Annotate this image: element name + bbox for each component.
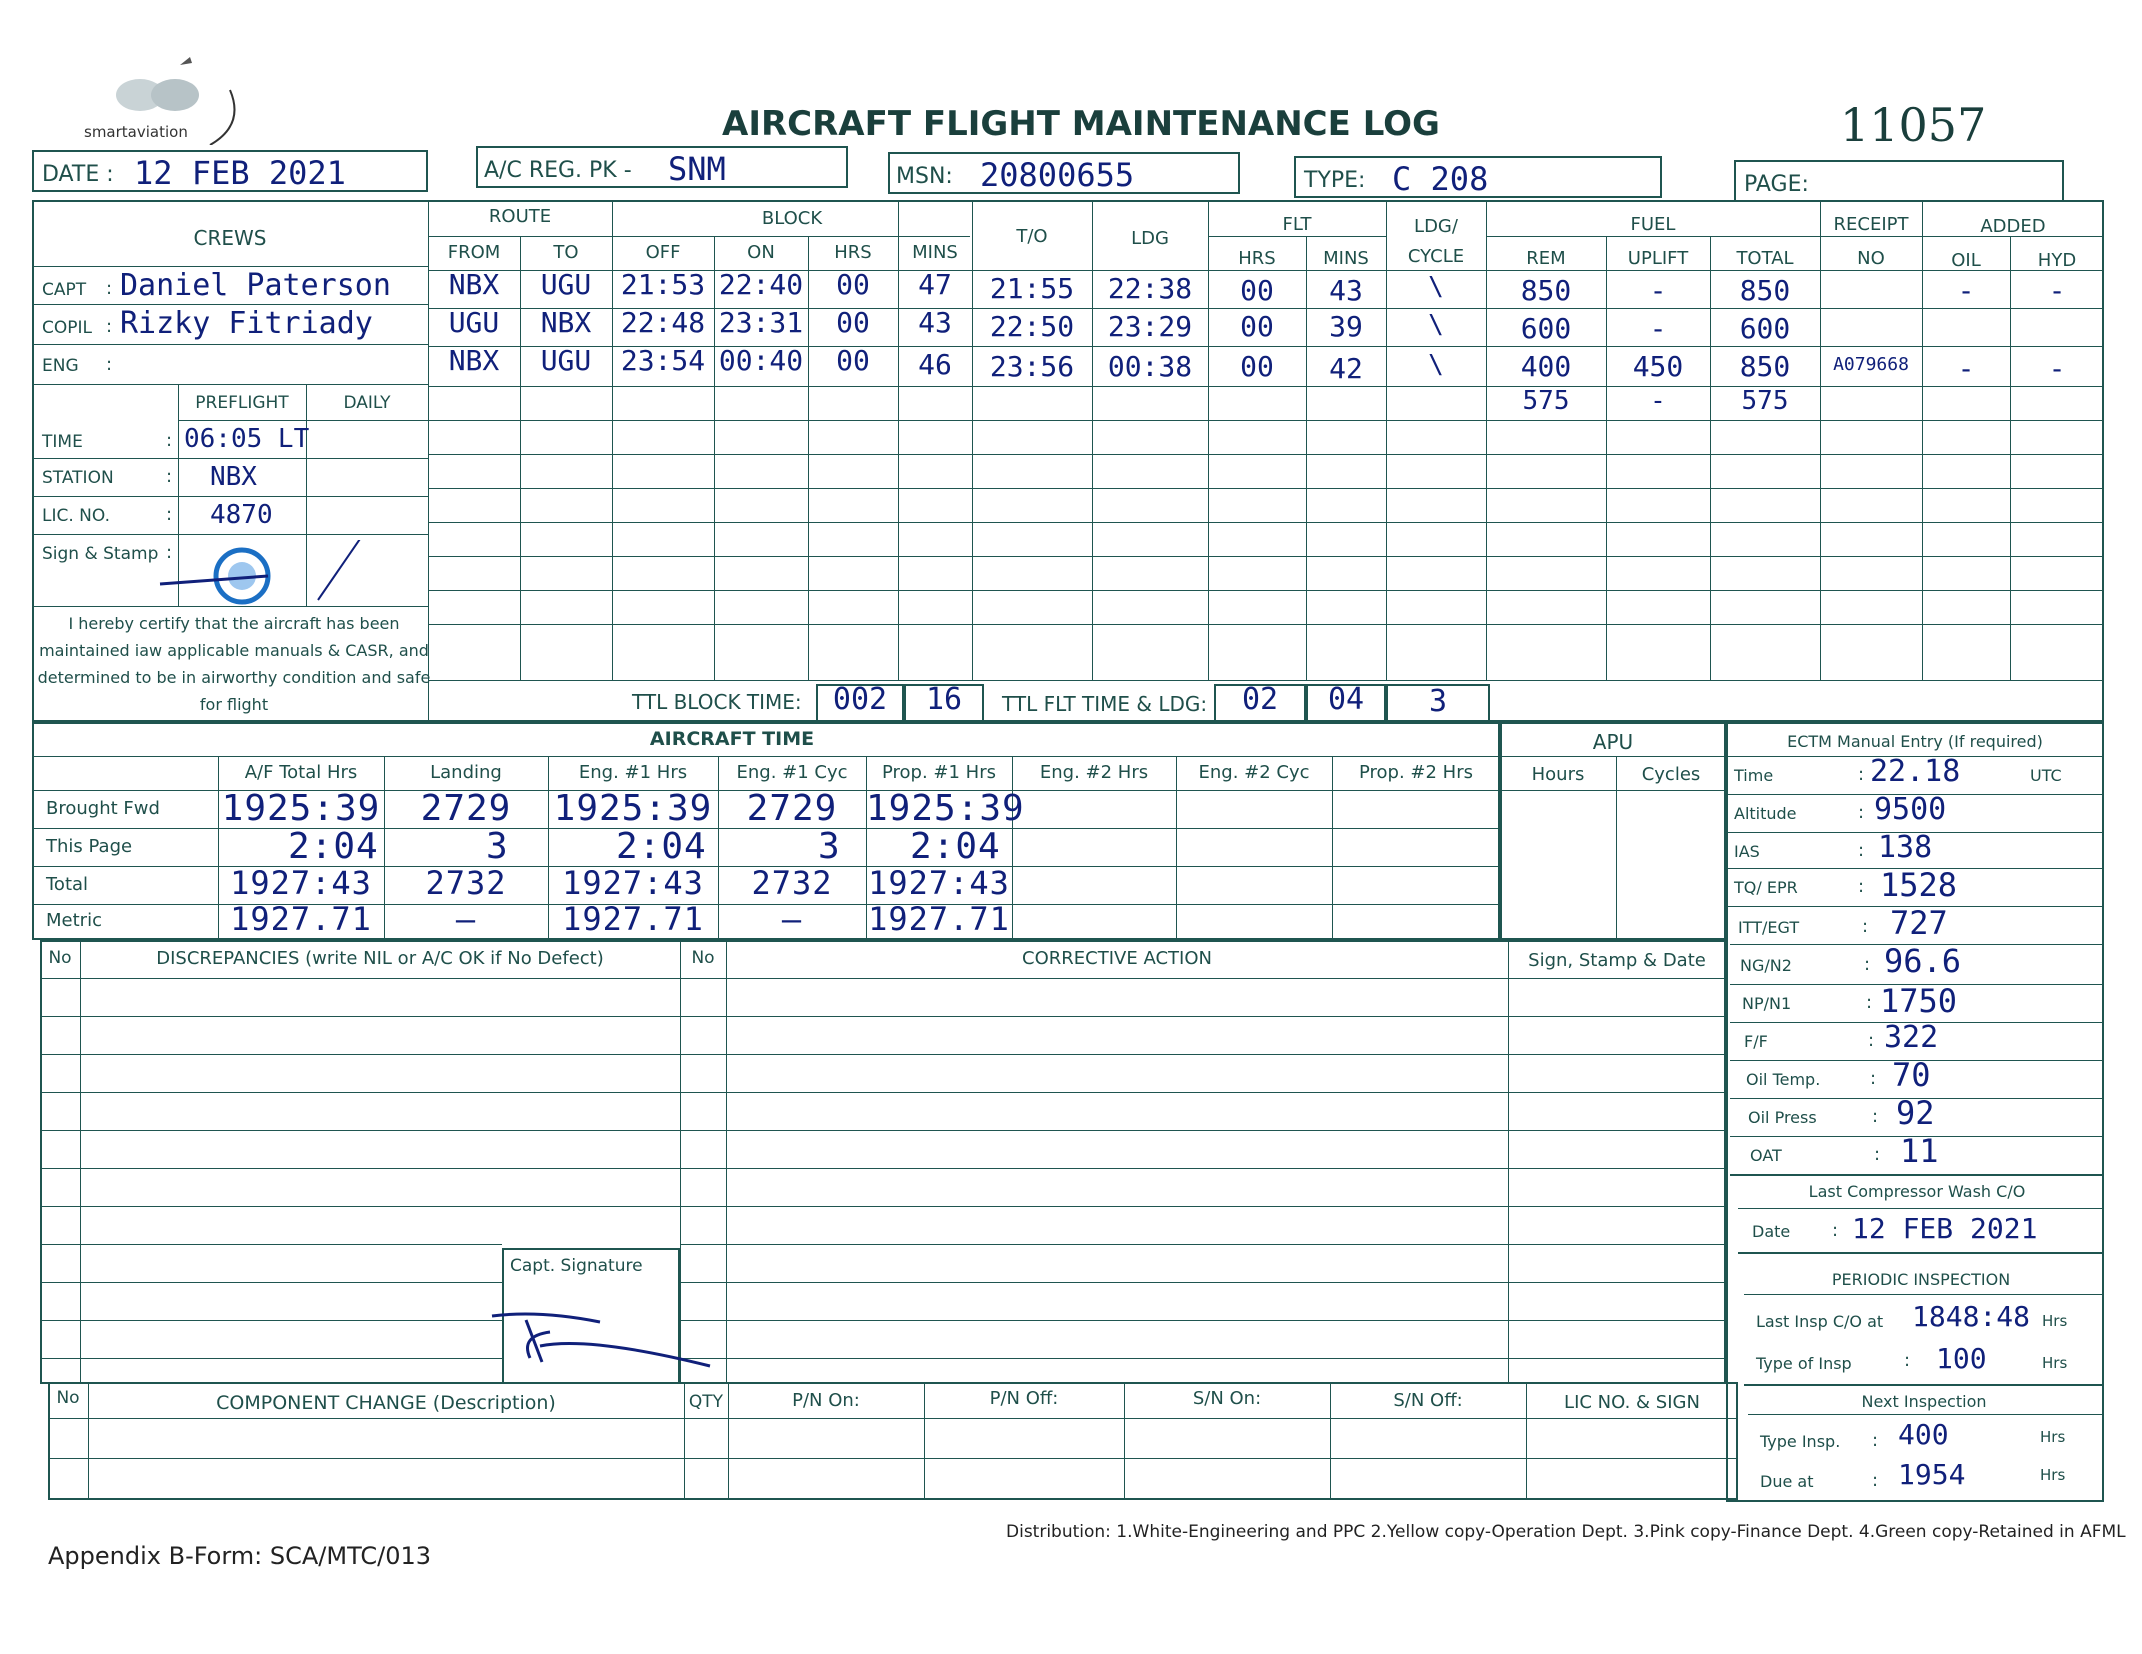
corrective-no-header: No [691, 948, 715, 968]
daily-header: DAILY [343, 393, 391, 413]
block-header: BLOCK [761, 208, 823, 229]
last-insp-value: 1848:48 [1912, 1300, 2031, 1333]
hyd-header: HYD [2037, 250, 2077, 271]
compressor-date-label: Date [1752, 1222, 1791, 1241]
component-description-header: COMPONENT CHANGE (Description) [216, 1392, 556, 1414]
ttl-block-label: TTL BLOCK TIME: [632, 690, 802, 714]
at-col-header: Prop. #1 Hrs [882, 762, 996, 783]
pn-on-header: P/N On: [792, 1390, 860, 1411]
appendix-label: Appendix B-Form: SCA/MTC/013 [48, 1542, 432, 1570]
apu-section [1500, 722, 1726, 940]
preflight-lic-value: 4870 [210, 500, 273, 530]
next-type-value: 400 [1898, 1418, 1949, 1451]
discrepancy-no-header: No [48, 948, 72, 968]
fuel-total-header: TOTAL [1736, 248, 1794, 269]
preflight-lic-label: LIC. NO. [42, 506, 110, 526]
flt-mins-header: MINS [1323, 248, 1369, 269]
ttl-ldg: 3 [1428, 684, 1448, 719]
crew-role-eng: ENG [42, 356, 79, 376]
crew-role-copil: COPIL [42, 318, 92, 338]
preflight-sign-label: Sign & Stamp [42, 544, 159, 564]
ttl-block-hrs: 002 [832, 682, 888, 717]
ttl-block-mins: 16 [925, 682, 963, 717]
crew-name-copil: Rizky Fitriady [120, 306, 373, 341]
mins-header: MINS [912, 242, 958, 263]
ectm-title: ECTM Manual Entry (If required) [1787, 732, 2043, 751]
ttl-flt-label: TTL FLT TIME & LDG: [1002, 692, 1208, 716]
ldg-cycle-header: LDG/ CYCLE [1407, 216, 1465, 267]
hrs-header: HRS [834, 242, 872, 263]
date-value: 12 FEB 2021 [134, 154, 346, 192]
discrepancy-header: DISCREPANCIES (write NIL or A/C OK if No Defect) [156, 948, 604, 969]
component-no-header: No [56, 1388, 80, 1408]
compressor-date-value: 12 FEB 2021 [1852, 1212, 2038, 1245]
preflight-header: PREFLIGHT [195, 393, 289, 413]
preflight-time-value: 06:05 LT [184, 424, 310, 454]
captain-signature-icon [480, 1296, 720, 1376]
apu-hours-header: Hours [1531, 764, 1585, 785]
msn-value: 20800655 [980, 156, 1135, 194]
due-at-label: Due at [1760, 1472, 1814, 1491]
periodic-inspection-title: PERIODIC INSPECTION [1831, 1270, 2011, 1289]
preflight-station-label: STATION [42, 468, 114, 488]
type-insp-label: Type of Insp [1756, 1354, 1852, 1373]
crew-name-capt: Daniel Paterson [120, 268, 391, 303]
sn-off-header: S/N Off: [1393, 1390, 1463, 1411]
ttl-flt-mins: 04 [1327, 682, 1365, 717]
next-type-label: Type Insp. [1760, 1432, 1841, 1451]
msn-field[interactable]: MSN: 20800655 [888, 152, 1240, 194]
crews-header: CREWS [193, 226, 267, 250]
at-col-header: Prop. #2 Hrs [1359, 762, 1473, 783]
uplift-header: UPLIFT [1627, 248, 1689, 269]
form-number: 11057 [1840, 98, 1987, 152]
flt-header: FLT [1282, 214, 1312, 235]
type-field[interactable]: TYPE: C 208 [1294, 156, 1662, 198]
at-col-header: Landing [430, 762, 502, 783]
from-header: FROM [447, 242, 501, 263]
distribution-note: Distribution: 1.White-Engineering and PPC 2.Yellow copy-Operation Dept. 3.Pink copy-Finance Dept. 4.Green copy-Retained in AFML [1006, 1522, 2126, 1542]
page-field[interactable]: PAGE: [1734, 160, 2064, 202]
page-title: AIRCRAFT FLIGHT MAINTENANCE LOG [722, 104, 1440, 144]
route-header: ROUTE [488, 206, 552, 227]
crew-role-capt: CAPT [42, 280, 87, 300]
at-col-header: Eng. #2 Hrs [1039, 762, 1149, 783]
type-value: C 208 [1392, 160, 1489, 198]
sn-on-header: S/N On: [1192, 1388, 1262, 1409]
receipt-header: RECEIPT [1833, 214, 1909, 235]
next-inspection-title: Next Inspection [1861, 1392, 1987, 1411]
certify-statement: I hereby certify that the aircraft has been maintained iaw applicable manuals & CASR, and determined to be in airworthy condition and safe for flight [37, 614, 431, 714]
date-field[interactable]: DATE : 12 FEB 2021 [32, 150, 428, 192]
takeoff-header: T/O [1016, 226, 1048, 247]
ldg-header: LDG [1131, 228, 1169, 249]
to-header: TO [553, 242, 579, 263]
at-col-header: Eng. #1 Hrs [578, 762, 688, 783]
reg-value: SNM [668, 150, 726, 188]
preflight-time-label: TIME [42, 432, 83, 452]
capt-signature-label: Capt. Signature [510, 1256, 643, 1276]
rem-header: REM [1526, 248, 1566, 269]
aircraft-time-title: AIRCRAFT TIME [649, 728, 815, 750]
lic-sign-header: LIC NO. & SIGN [1564, 1392, 1700, 1413]
logo [80, 55, 240, 145]
sign-stamp-date-header: Sign, Stamp & Date [1528, 950, 1706, 971]
flt-hrs-header: HRS [1238, 248, 1276, 269]
logo-text: smartaviation [84, 123, 188, 141]
reg-field[interactable]: A/C REG. PK - SNM [476, 146, 848, 188]
compressor-wash-title: Last Compressor Wash C/O [1808, 1182, 2026, 1201]
ttl-flt-hrs: 02 [1241, 682, 1279, 717]
added-header: ADDED [1980, 216, 2046, 237]
type-insp-value: 100 [1936, 1342, 1987, 1375]
pn-off-header: P/N Off: [989, 1388, 1059, 1409]
qty-header: QTY [688, 1392, 724, 1412]
off-header: OFF [645, 242, 681, 263]
at-col-header: A/F Total Hrs [244, 762, 358, 783]
receipt-no-header: NO [1857, 248, 1885, 269]
on-header: ON [747, 242, 775, 263]
fuel-header: FUEL [1630, 214, 1676, 235]
apu-title: APU [1592, 730, 1634, 754]
discrepancies-section [40, 940, 1726, 1384]
apu-cycles-header: Cycles [1641, 764, 1701, 785]
due-at-value: 1954 [1898, 1458, 1966, 1491]
preflight-station-value: NBX [210, 462, 257, 492]
at-col-header: Eng. #2 Cyc [1198, 762, 1310, 783]
last-insp-label: Last Insp C/O at [1756, 1312, 1884, 1331]
at-col-header: Eng. #1 Cyc [736, 762, 848, 783]
oil-header: OIL [1951, 250, 1981, 271]
inspector-stamp-icon [158, 540, 428, 606]
corrective-action-header: CORRECTIVE ACTION [1022, 948, 1212, 969]
